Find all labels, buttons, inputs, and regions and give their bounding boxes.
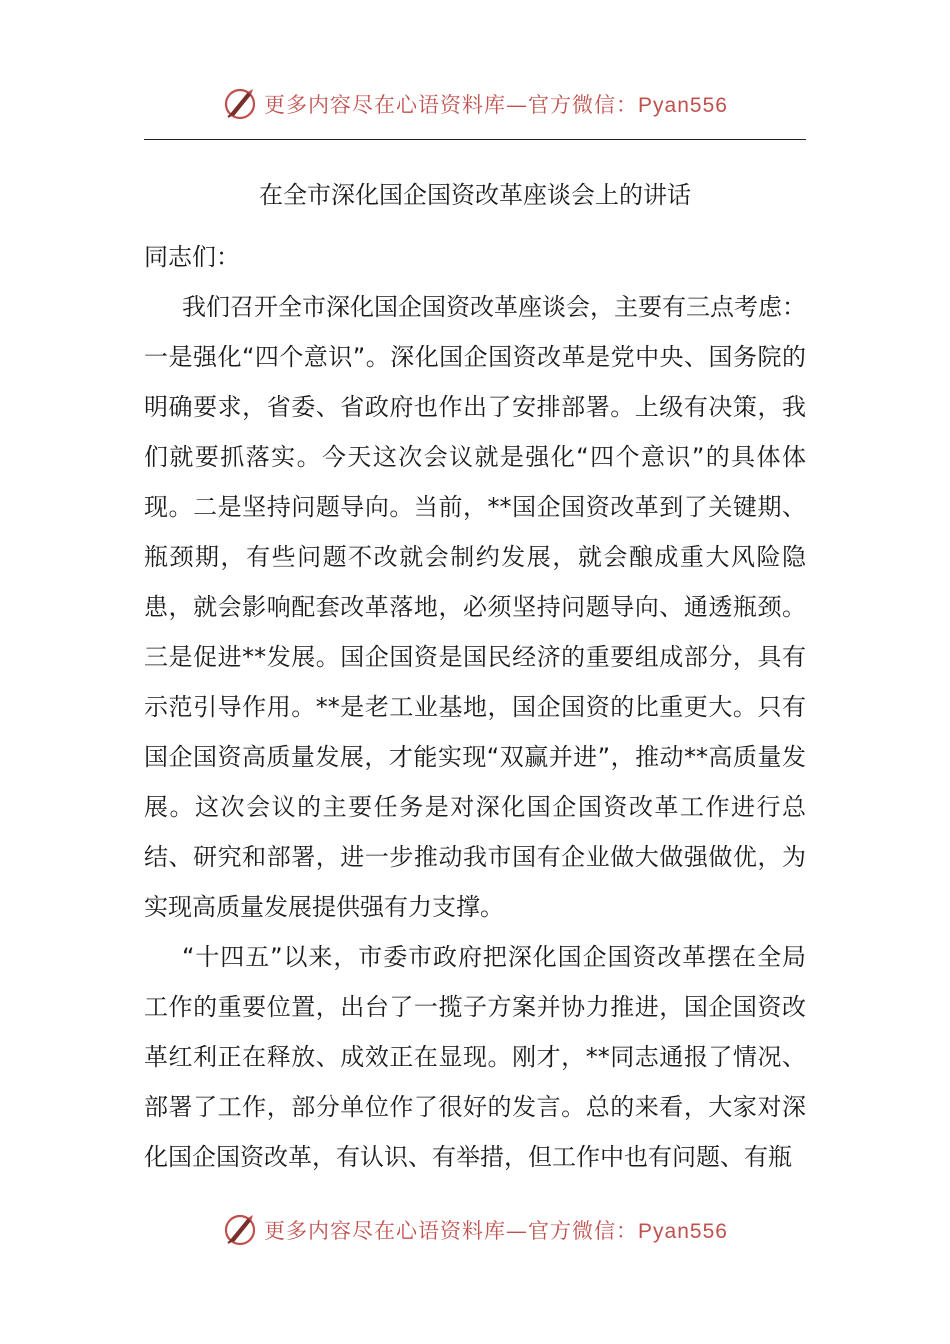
quill-pen-logo-icon (222, 1212, 258, 1248)
header-banner-wechat-id: Pyan556 (638, 94, 728, 117)
footer-banner-wechat-id: Pyan556 (638, 1220, 728, 1243)
quill-pen-logo-icon (222, 86, 258, 122)
document-body (144, 232, 806, 1182)
footer-banner (0, 1210, 950, 1250)
document-title: 在全市深化国企国资改革座谈会上的讲话 (259, 181, 691, 209)
body-paragraph: 我们召开全市深化国企国资改革座谈会，主要有三点考虑：一是强化“四个意识”。深化国企国资改革是党中央、国务院的明确要求，省委、省政府也作出了安排部署。上级有决策，我们就要抓落实。今天这次会议就是强化“四个意识”的具体体现。二是坚持问题导向。当前，**国企国资改革到了关键期、瓶颈期，有些问题不改就会制约发展，就会酿成重大风险隐患，就会影响配套改革落地，必须坚持问题导向、通透瓶颈。三是促进**发展。国企国资是国民经济的重要组成部分，具有示范引导作用。**是老工业基地，国企国资的比重更大。只有国企国资高质量发展，才能实现“双赢并进”，推动**高质量发展。这次会议的主要任务是对深化国企国资改革工作进行总结、研究和部署，进一步推动我市国有企业做大做强做优，为实现高质量发展提供强有力支撑。 (144, 293, 806, 921)
header-banner (0, 84, 950, 124)
footer-banner-text (264, 1215, 728, 1245)
header-banner-text (264, 89, 728, 119)
body-paragraph: “十四五”以来，市委市政府把深化国企国资改革摆在全局工作的重要位置，出台了一揽子方案并协力推进，国企国资改革红利正在释放、成效正在显现。刚才，**同志通报了情况、部署了工作，部分单位作了很好的发言。总的来看，大家对深化国企国资改革，有认识、有举措，但工作中也有问题、有瓶 (144, 943, 806, 1171)
footer-banner-cn: 更多内容尽在心语资料库—官方微信： (264, 1219, 639, 1243)
header-divider (144, 139, 806, 140)
header-banner-cn: 更多内容尽在心语资料库—官方微信： (264, 93, 639, 117)
salutation: 同志们： (144, 243, 240, 271)
